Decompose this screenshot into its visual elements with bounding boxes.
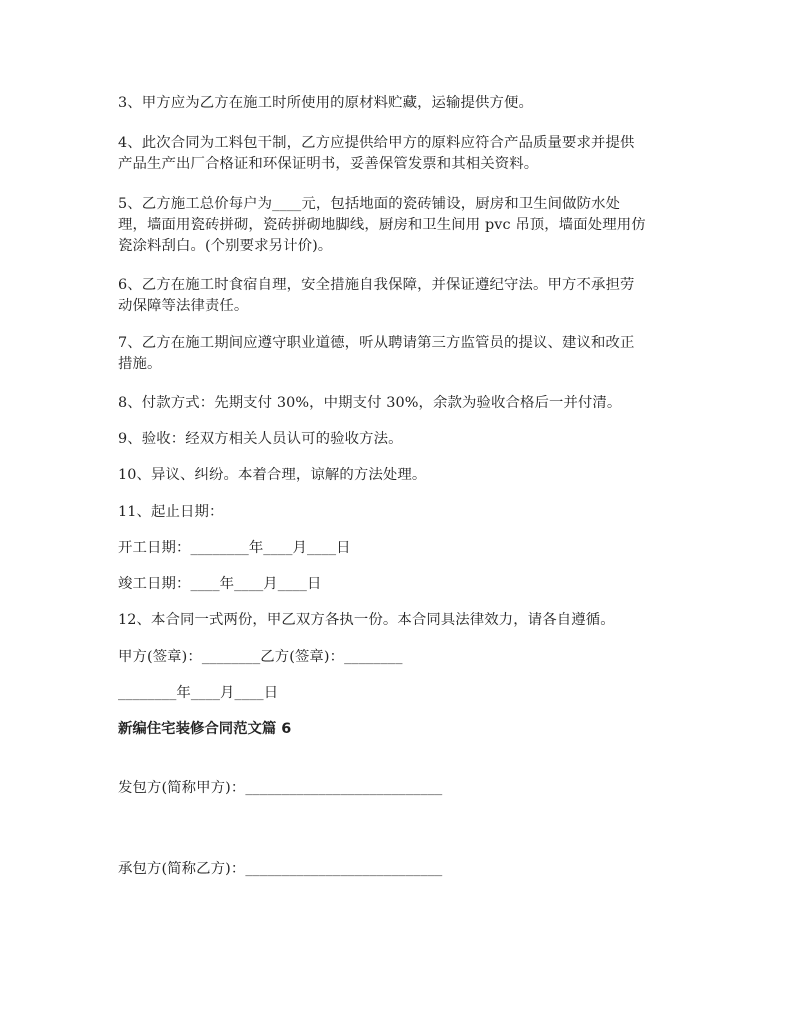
clause-7-line-1: 7、乙方在施工期间应遵守职业道德，听从聘请第三方监管员的提议、建议和改正 [118,335,635,351]
clause-10: 10、异议、纠纷。本着合理，谅解的方法处理。 [118,467,427,483]
section-heading: 新编住宅装修合同范文篇 6 [118,721,292,737]
clause-5-line-1: 5、乙方施工总价每户为____元，包括地面的瓷砖铺设，厨房和卫生间做防水处 [118,196,621,212]
signature-date-line: ________年____月____日 [118,685,279,701]
clause-6-line-2: 动保障等法律责任。 [118,298,249,314]
clause-8: 8、付款方式：先期支付 30%，中期支付 30%，余款为验收合格后一并付清。 [118,395,622,411]
completion-date-line: 竣工日期：____年____月____日 [118,576,322,592]
clause-9: 9、验收：经双方相关人员认可的验收方法。 [118,431,403,447]
clause-5-line-2: 理，墙面用瓷砖拼砌，瓷砖拼砌地脚线，厨房和卫生间用 pvc 吊顶，墙面处理用仿 [118,217,646,233]
clause-7-line-2: 措施。 [118,356,162,372]
clause-4-line-2: 产品生产出厂合格证和环保证明书，妥善保管发票和其相关资料。 [118,156,539,172]
signature-line: 甲方(签章)：________乙方(签章)：________ [118,649,403,665]
clause-12: 12、本合同一式两份，甲乙双方各执一份。本合同具法律效力，请各自遵循。 [118,612,615,628]
clause-4-line-1: 4、此次合同为工料包干制，乙方应提供给甲方的原料应符合产品质量要求并提供 [118,135,635,151]
contractor-party-a-line: 发包方(简称甲方)：___________________________ [118,780,443,796]
clause-6-line-1: 6、乙方在施工时食宿自理，安全措施自我保障，并保证遵纪守法。甲方不承担劳 [118,277,635,293]
start-date-line: 开工日期：________年____月____日 [118,540,351,556]
contractor-party-b-line: 承包方(简称乙方)：___________________________ [118,861,443,877]
clause-11: 11、起止日期： [118,504,224,520]
clause-3: 3、甲方应为乙方在施工时所使用的原材料贮藏，运输提供方便。 [118,95,533,111]
clause-5-line-3: 瓷涂料刮白。(个别要求另计价)。 [118,238,333,254]
